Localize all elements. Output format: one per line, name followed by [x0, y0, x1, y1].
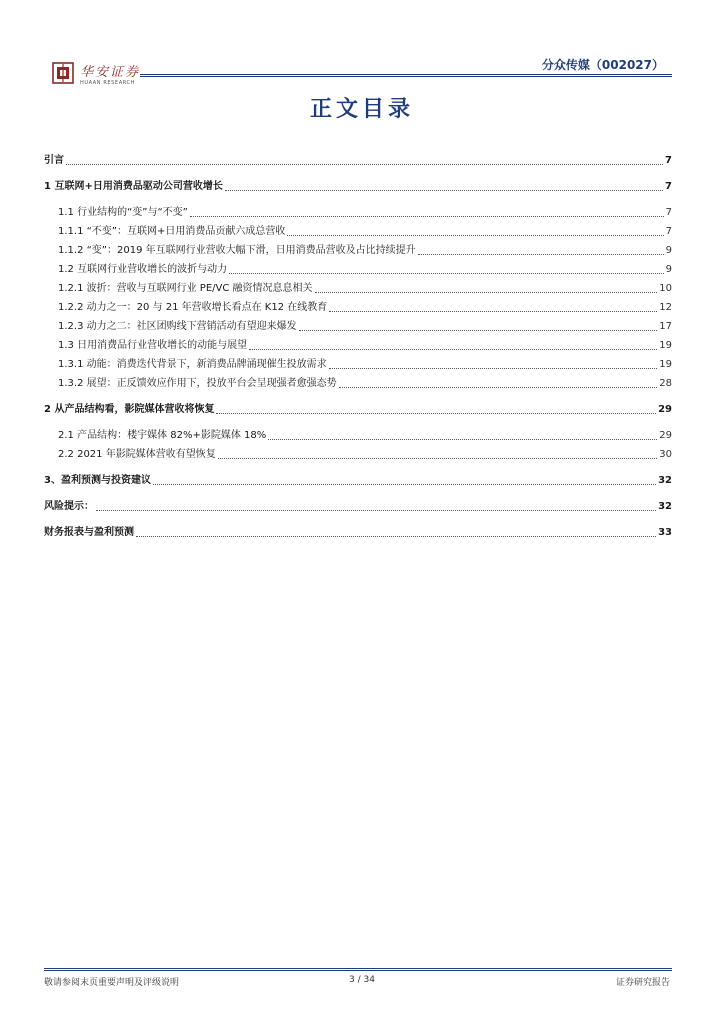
footer-page-number: 3 / 34 — [349, 975, 375, 985]
toc-entry[interactable] — [44, 403, 672, 417]
toc-label: 1.1.2 “变”：2019 年互联网行业营收大幅下滑，日用消费品营收及占比持续提升 — [58, 245, 416, 256]
toc-page: 32 — [658, 475, 672, 486]
toc-page: 19 — [659, 340, 672, 351]
toc-label: 1.1 行业结构的“变”与“不变” — [58, 207, 188, 218]
toc-label: 2.2 2021 年影院媒体营收有望恢复 — [58, 449, 216, 460]
logo-text-en: HUAAN RESEARCH — [80, 80, 135, 86]
toc-entry[interactable] — [58, 301, 672, 315]
toc-label: 1.3.2 展望：正反馈效应作用下，投放平台会呈现强者愈强态势 — [58, 378, 337, 389]
footer-doc-type: 证券研究报告 — [615, 978, 670, 988]
toc-page: 7 — [665, 155, 672, 166]
toc-page: 17 — [659, 321, 672, 332]
toc-entry[interactable] — [44, 500, 672, 514]
header-divider — [140, 74, 672, 75]
toc-page: 7 — [665, 181, 672, 192]
toc-label: 2.1 产品结构：楼宇媒体 82%+影院媒体 18% — [58, 430, 267, 441]
footer-divider — [44, 970, 672, 971]
toc-page: 7 — [665, 226, 672, 237]
toc-entry[interactable] — [58, 448, 672, 462]
logo-text-cn: 华安证券 — [80, 65, 141, 80]
header-divider — [140, 76, 672, 77]
company-header: 分众传媒（002027） — [541, 58, 664, 72]
toc-entry[interactable] — [58, 320, 672, 334]
toc-page: 12 — [659, 302, 672, 313]
toc-label: 引言 — [44, 155, 64, 166]
toc-entry[interactable] — [58, 339, 672, 353]
toc-entry[interactable] — [44, 474, 672, 488]
toc-entry[interactable] — [58, 282, 672, 296]
toc-page: 28 — [659, 378, 672, 389]
toc-page: 9 — [665, 245, 672, 256]
toc-page: 32 — [658, 501, 672, 512]
toc-entry[interactable] — [58, 377, 672, 391]
toc-entry[interactable] — [58, 225, 672, 239]
huaan-logo-icon — [52, 62, 74, 84]
toc-page: 30 — [659, 449, 672, 460]
toc-entry[interactable] — [58, 206, 672, 220]
toc-label: 1.3.1 动能：消费迭代背景下，新消费品牌涌现催生投放需求 — [58, 359, 327, 370]
toc-page: 9 — [665, 264, 672, 275]
toc-entry[interactable] — [58, 429, 672, 443]
toc-label: 1.1.1 “不变”：互联网+日用消费品贡献六成总营收 — [58, 226, 286, 237]
toc-label: 财务报表与盈利预测 — [44, 527, 134, 538]
toc-label: 2 从产品结构看，影院媒体营收将恢复 — [44, 404, 215, 415]
toc-page: 29 — [658, 404, 672, 415]
toc-page: 29 — [659, 430, 672, 441]
toc-entry[interactable] — [58, 263, 672, 277]
toc-label: 1.2.3 动力之二：社区团购线下营销活动有望迎来爆发 — [58, 321, 297, 332]
toc-label: 1.2 互联网行业营收增长的波折与动力 — [58, 264, 228, 275]
toc-entry[interactable] — [44, 154, 672, 168]
toc-page: 7 — [665, 207, 672, 218]
toc-entry[interactable] — [44, 180, 672, 194]
toc-page: 19 — [659, 359, 672, 370]
footer-disclaimer: 敬请参阅末页重要声明及评级说明 — [44, 978, 180, 988]
toc-page: 33 — [658, 527, 672, 538]
toc-label: 风险提示： — [44, 501, 94, 512]
toc-label: 3、盈利预测与投资建议 — [44, 475, 151, 486]
toc-entry[interactable] — [44, 526, 672, 540]
toc-entry[interactable] — [58, 244, 672, 258]
toc-label: 1 互联网+日用消费品驱动公司营收增长 — [44, 181, 223, 192]
toc-page: 10 — [659, 283, 672, 294]
toc-entry[interactable] — [58, 358, 672, 372]
footer-divider — [44, 968, 672, 969]
page-title: 正文目录 — [309, 97, 414, 122]
toc-label: 1.3 日用消费品行业营收增长的动能与展望 — [58, 340, 248, 351]
toc-label: 1.2.1 波折：营收与互联网行业 PE/VC 融资情况息息相关 — [58, 283, 313, 294]
toc-label: 1.2.2 动力之一：20 与 21 年营收增长看点在 K12 在线教育 — [58, 302, 328, 313]
